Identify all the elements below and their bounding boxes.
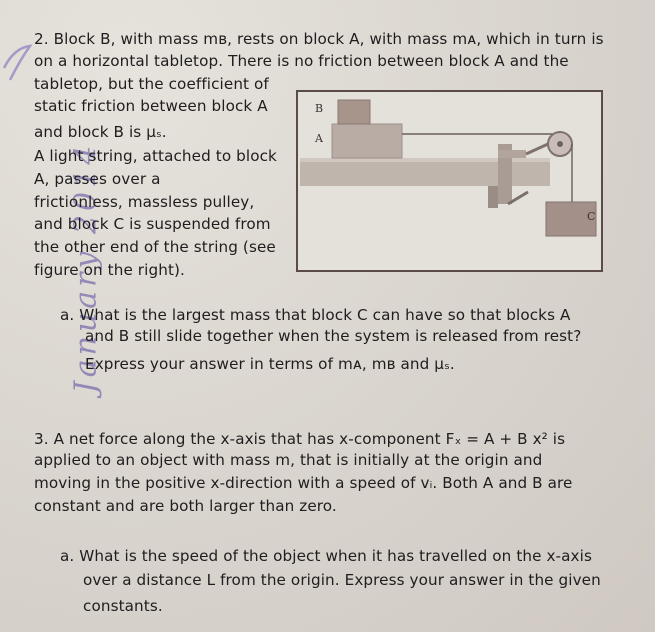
label-block-c: C	[587, 210, 596, 223]
label-block-a: A	[315, 132, 323, 145]
problem2-line-4: static friction between block A	[34, 97, 268, 115]
problem2-line-3: tabletop, but the coefficient of	[34, 75, 269, 93]
problem3a-line-3: constants.	[83, 597, 163, 615]
problem2-line-10: the other end of the string (see	[34, 238, 276, 256]
problem2-line-7: A, passes over a	[34, 170, 161, 188]
problem2-line-8: frictionless, massless pulley,	[34, 193, 255, 211]
problem2-line-2: on a horizontal tabletop. There is no friction between block A and the	[34, 52, 569, 70]
problem3a-line-2: over a distance L from the origin. Express your answer in the given	[83, 571, 601, 589]
problem3-line-2: applied to an object with mass m, that is initially at the origin and	[34, 451, 543, 469]
problem2-line-9: and block C is suspended from	[34, 215, 271, 233]
problem2a-line-3: Express your answer in terms of mᴀ, mʙ and μₛ.	[85, 355, 455, 373]
problem2-line-5: and block B is μₛ.	[34, 123, 167, 141]
problem3-line-3: moving in the positive x-direction with a speed of vᵢ. Both A and B are	[34, 474, 573, 492]
margin-handwriting: January 2014	[68, 141, 104, 394]
problem3-line-4: constant and are both larger than zero.	[34, 497, 337, 515]
problem2-line-1: 2. Block B, with mass mʙ, rests on block A, with mass mᴀ, which in turn is	[34, 30, 604, 48]
problem2a-line-2: and B still slide together when the system is released from rest?	[85, 327, 582, 345]
problem2-line-11: figure on the right).	[34, 261, 185, 279]
label-block-b: B	[315, 102, 324, 115]
problem3a-line-1: a. What is the speed of the object when it has travelled on the x-axis	[60, 547, 592, 565]
problem3-line-1: 3. A net force along the x-axis that has x-component Fₓ = A + B x² is	[34, 430, 566, 448]
problem2-line-6: A light string, attached to block	[34, 147, 277, 165]
figure-drawing	[298, 92, 601, 270]
block-pulley-figure	[296, 90, 603, 272]
problem2a-line-1: a. What is the largest mass that block C can have so that blocks A	[60, 306, 571, 324]
